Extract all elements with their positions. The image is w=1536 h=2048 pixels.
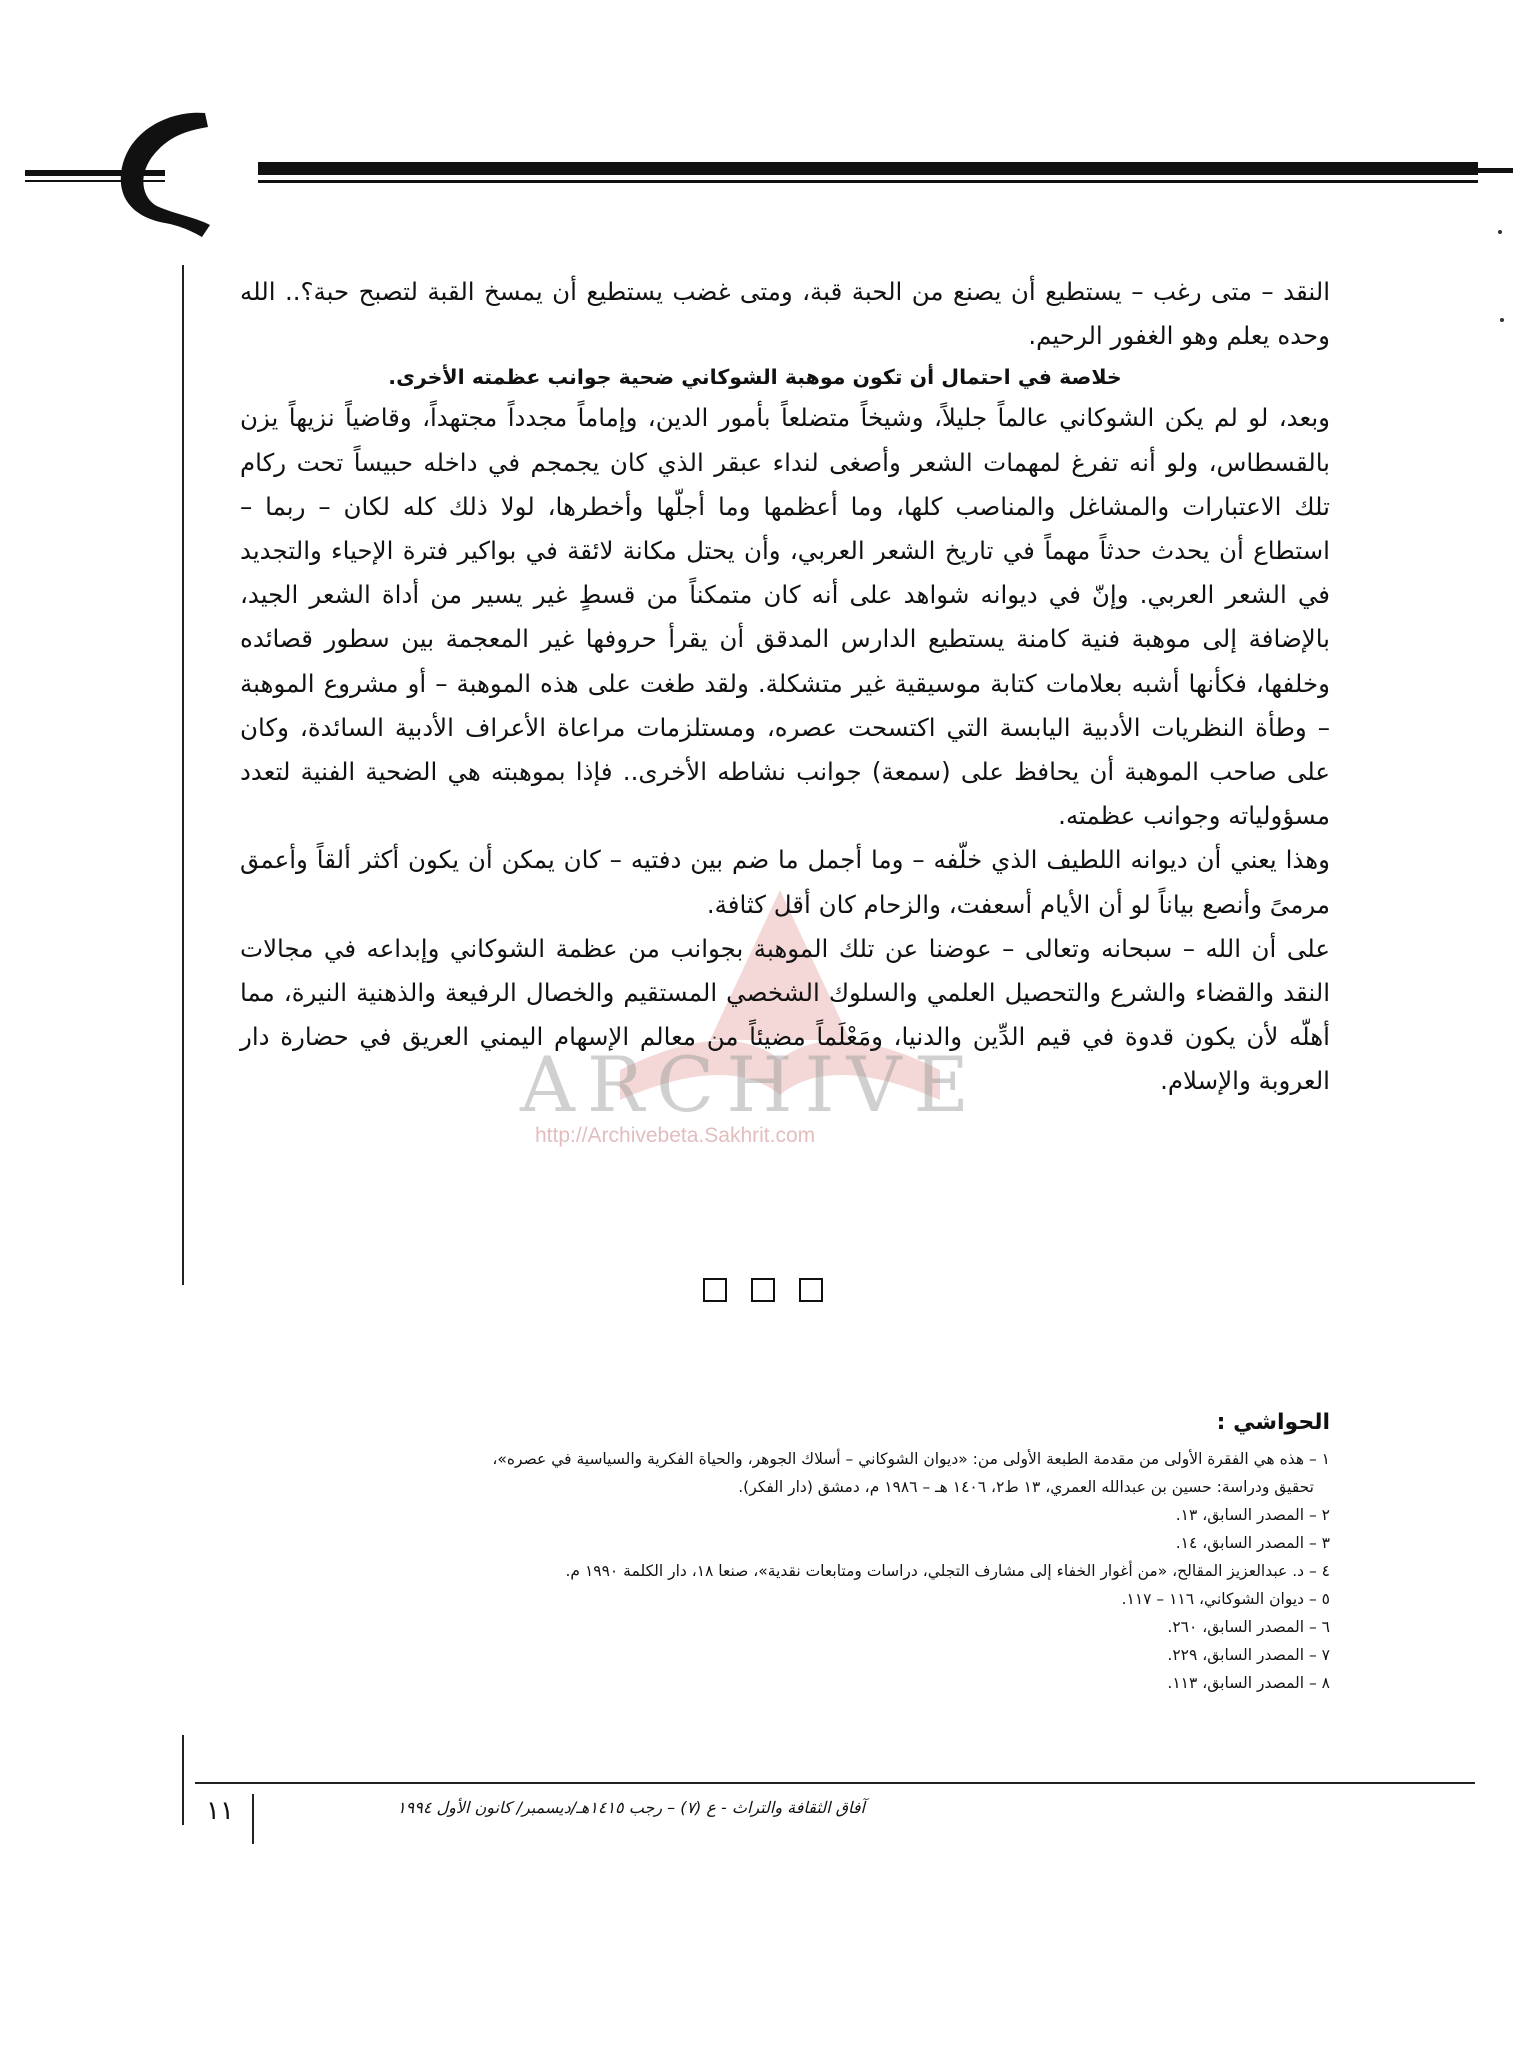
scan-speck	[1500, 318, 1504, 322]
header-rule-thick	[258, 162, 1478, 175]
header-rule-left	[25, 170, 165, 176]
footnote-item: ٣ – المصدر السابق، ١٤.	[1175, 1534, 1330, 1552]
footnote-item: تحقيق ودراسة: حسين بن عبدالله العمري، ١٣ ط٢، ١٤٠٦ هـ – ١٩٨٦ م، دمشق (دار الفكر).	[738, 1478, 1314, 1496]
footer-rule	[195, 1782, 1475, 1784]
footer-page-divider	[252, 1794, 254, 1844]
article-body	[240, 270, 1330, 1104]
margin-rule	[182, 265, 184, 1285]
paragraph-1: النقد – متى رغب – يستطيع أن يصنع من الحبة قبة، ومتى غضب يستطيع أن يمسخ القبة لتصبح حبة؟.. الله وحده يعلم وهو الغفور الرحيم.	[240, 277, 1330, 351]
header-rule-left-thin	[25, 180, 165, 182]
header-rule-thin	[258, 180, 1478, 183]
footnote-item: ٦ – المصدر السابق، ٢٦٠.	[1167, 1618, 1330, 1636]
separator-square-icon	[751, 1278, 775, 1302]
separator-square-icon	[703, 1278, 727, 1302]
footnotes-title: الحواشي :	[1216, 1410, 1330, 1435]
watermark-label: ARCHIVE	[520, 1040, 981, 1129]
footnote-item: ٢ – المصدر السابق، ١٣.	[1175, 1506, 1330, 1524]
section-separator	[698, 1278, 828, 1308]
watermark-url: http://Archivebeta.Sakhrit.com	[535, 1124, 816, 1147]
header-rule-right	[1478, 168, 1513, 173]
paragraph-2: وبعد، لو لم يكن الشوكاني عالماً جليلاً، وشيخاً متضلعاً بأمور الدين، وإماماً مجدداً مجتهداً، وقاضياً نزيهاً يزن بالقسطاس، ولو أنه تفرغ لمهمات الشعر وأصغى لنداء عبقر الذي كان يجمجم في داخله حبيساً تحت ركام تلك الاعتبارات والمشاغل والمناصب كلها، وما أعظمها وما أجلّها وأخطرها، لولا ذلك كله لكان – ربما – استطاع أن يحدث حدثاً مهماً في تاريخ الشعر العربي، وأن يحتل مكانة لائقة في بواكير فترة الإحياء والتجديد في الشعر العربي. وإنّ في ديوانه شواهد على أنه كان متمكناً من قسطٍ غير يسير من أداة الشعر الجيد، بالإضافة إلى موهبة فنية كامنة يستطيع الدارس المدقق أن يقرأ حروفها غير المعجمة بين سطور قصائده وخلفها، فكأنها أشبه بعلامات كتابة موسيقية غير متشكلة. ولقد طغت على هذه الموهبة – أو مشروع الموهبة – وطأة النظريات الأدبية اليابسة التي اكتسحت عصره، ومستلزمات مراعاة الأعراف الأدبية السائدة، وكان على صاحب الموهبة أن يحافظ على (سمعة) جوانب نشاطه الأخرى.. فإذا بموهبته هي الضحية الفنية لتعدد مسؤولياته وجوانب عظمته.	[240, 403, 1330, 831]
footnotes	[240, 1405, 1330, 1697]
page-number: ١١	[206, 1796, 234, 1826]
scan-speck	[1498, 230, 1502, 234]
footnote-item: ١ – هذه هي الفقرة الأولى من مقدمة الطبعة الأولى من: «ديوان الشوكاني – أسلاك الجوهر، والحياة الفكرية والسياسية في عصره»،	[492, 1450, 1330, 1468]
footnote-item: ٨ – المصدر السابق، ١١٣.	[1167, 1674, 1330, 1692]
footnote-item: ٥ – ديوان الشوكاني، ١١٦ – ١١٧.	[1121, 1590, 1330, 1608]
journal-footer: آفاق الثقافة والتراث - ع (٧) – رجب ١٤١٥هـ/ديسمبر/ كانون الأول ١٩٩٤	[397, 1798, 865, 1817]
separator-square-icon	[799, 1278, 823, 1302]
footnote-item: ٤ – د. عبدالعزيز المقالح، «من أغوار الخفاء إلى مشارف التجلي، دراسات ومتابعات نقدية»، صنعا ١٨، دار الكلمة ١٩٩٠ م.	[565, 1562, 1330, 1580]
paragraph-4: على أن الله – سبحانه وتعالى – عوضنا عن تلك الموهبة بجوانب من عظمة الشوكاني وإبداعه في مجالات النقد والقضاء والشرع والتحصيل العلمي والسلوك الشخصي المستقيم والخصال الرفيعة والذهنية النيرة، مما أهلّه لأن يكون قدوة في قيم الدِّين والدنيا، ومَعْلَماً مضيئاً من معالم الإسهام اليمني العريق في حضارة دار العروبة والإسلام.	[240, 933, 1330, 1096]
section-subheading: خلاصة في احتمال أن تكون موهبة الشوكاني ضحية جوانب عظمته الأخرى.	[388, 365, 1122, 390]
paragraph-3: وهذا يعني أن ديوانه اللطيف الذي خلّفه – وما أجمل ما ضم بين دفتيه – كان يمكن أن يكون أكثر ألقاً وأعمق مرمىً وأنصع بياناً لو أن الأيام أسعفت، والزحام كان أقل كثافة.	[240, 845, 1330, 919]
footer-rule-vertical	[182, 1735, 184, 1825]
footnote-item: ٧ – المصدر السابق، ٢٢٩.	[1167, 1646, 1330, 1664]
